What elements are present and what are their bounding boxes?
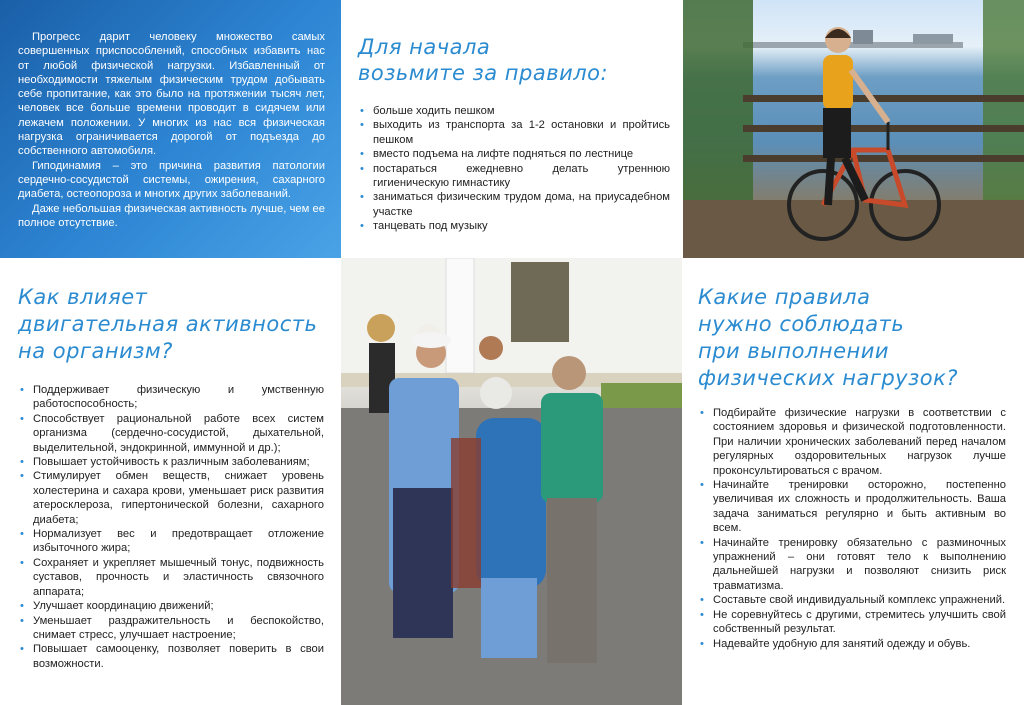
exercise-rules-list <box>698 406 1006 651</box>
list-item: • Составьте свой индивидуальный комплекс упражнений. <box>698 593 1006 607</box>
intro-paragraph: Прогресс дарит человеку множество самых совершенных приспособлений, способных избавить нас от любой физической нагрузки. Избавленный от необходимости тяжелым физическим трудом добывать себе пропитание, как это было на протяжении тысяч лет, человек все больше времени проводит в сидячем или лежачем положении. У многих из нас вся физическая нагрузка ограничивается дорогой от подъезда до собственного автомобиля. <box>18 31 325 158</box>
list-item: • Сохраняет и укрепляет мышечный тонус, подвижность суставов, прочность и эластичность связочного аппарата; <box>18 556 324 599</box>
list-item: • Нормализует вес и предотвращает отложение избыточного жира; <box>18 527 324 556</box>
list-item: • больше ходить пешком <box>358 104 670 118</box>
intro-paragraph: Даже небольшая физическая активность лучше, чем ее полное отсутствие. <box>18 202 325 229</box>
list-item: • вместо подъема на лифте подняться по лестнице <box>358 147 670 161</box>
list-item: • Подбирайте физические нагрузки в соответствии с состоянием здоровья и физической подготовленности. При наличии хронических заболеваний перед началом регулярных оздоровительных нагрузок лучше проконсультироваться с врачом. <box>698 406 1006 478</box>
effects-list <box>18 383 324 671</box>
list-item: • Начинайте тренировку обязательно с разминочных упражнений – они готовят тело к выполнению дальнейшей нагрузки и позволяют снизить риск травматизма. <box>698 536 1006 594</box>
list-item: • выходить из транспорта за 1-2 остановки и пройтись пешком <box>358 118 670 147</box>
list-item: • постараться ежедневно делать утреннюю гигиеническую гимнастику <box>358 162 670 191</box>
list-item: • заниматься физическим трудом дома, на приусадебном участке <box>358 190 670 219</box>
start-rules-section <box>358 34 678 234</box>
list-item: • Повышает самооценку, позволяет поверить в свои возможности. <box>18 642 324 671</box>
list-item: • Поддерживает физическую и умственную работоспособность; <box>18 383 324 412</box>
list-item: • Улучшает координацию движений; <box>18 599 324 613</box>
list-item: • Способствует рациональной работе всех систем организма (сердечно-сосудистой, дыхательной, выделительной, эндокринной, иммунной и др.); <box>18 412 324 455</box>
start-rules-title: Для начала возьмите за правило: <box>358 35 609 85</box>
list-item: • танцевать под музыку <box>358 219 670 233</box>
exercise-rules-section <box>698 284 1006 651</box>
start-rules-list <box>358 104 670 234</box>
intro-paragraph: Гиподинамия – это причина развития патологии сердечно-сосудистой системы, ожирения, сахарного диабета, остеопороза и многих других заболеваний. <box>18 159 325 201</box>
effects-section <box>18 284 324 671</box>
cyclist-illustration <box>683 0 1024 258</box>
list-item: • Стимулирует обмен веществ, снижает уровень холестерина и сахара крови, уменьшает риск развития атеросклероза, гипертонической болезни, сахарного диабета; <box>18 469 324 527</box>
list-item: • Не соревнуйтесь с другими, стремитесь улучшить свой собственный результат. <box>698 608 1006 637</box>
list-item: • Уменьшает раздражительность и беспокойство, снимает стресс, улучшает настроение; <box>18 614 324 643</box>
dancing-photo <box>341 258 682 705</box>
list-item: • Начинайте тренировки осторожно, постепенно увеличивая их сложность и продолжительность. Ваша задача заниматься регулярно и быть активным во всем. <box>698 478 1006 536</box>
list-item: • Повышает устойчивость к различным заболеваниям; <box>18 455 324 469</box>
intro-panel <box>0 0 341 258</box>
list-item: • Надевайте удобную для занятий одежду и обувь. <box>698 637 1006 651</box>
effects-title: Как влияет двигательная активность на организм? <box>18 285 318 363</box>
dancing-illustration <box>341 258 682 705</box>
exercise-rules-title: Какие правила нужно соблюдать при выполнении физических нагрузок? <box>698 285 958 390</box>
cyclist-photo <box>683 0 1024 258</box>
